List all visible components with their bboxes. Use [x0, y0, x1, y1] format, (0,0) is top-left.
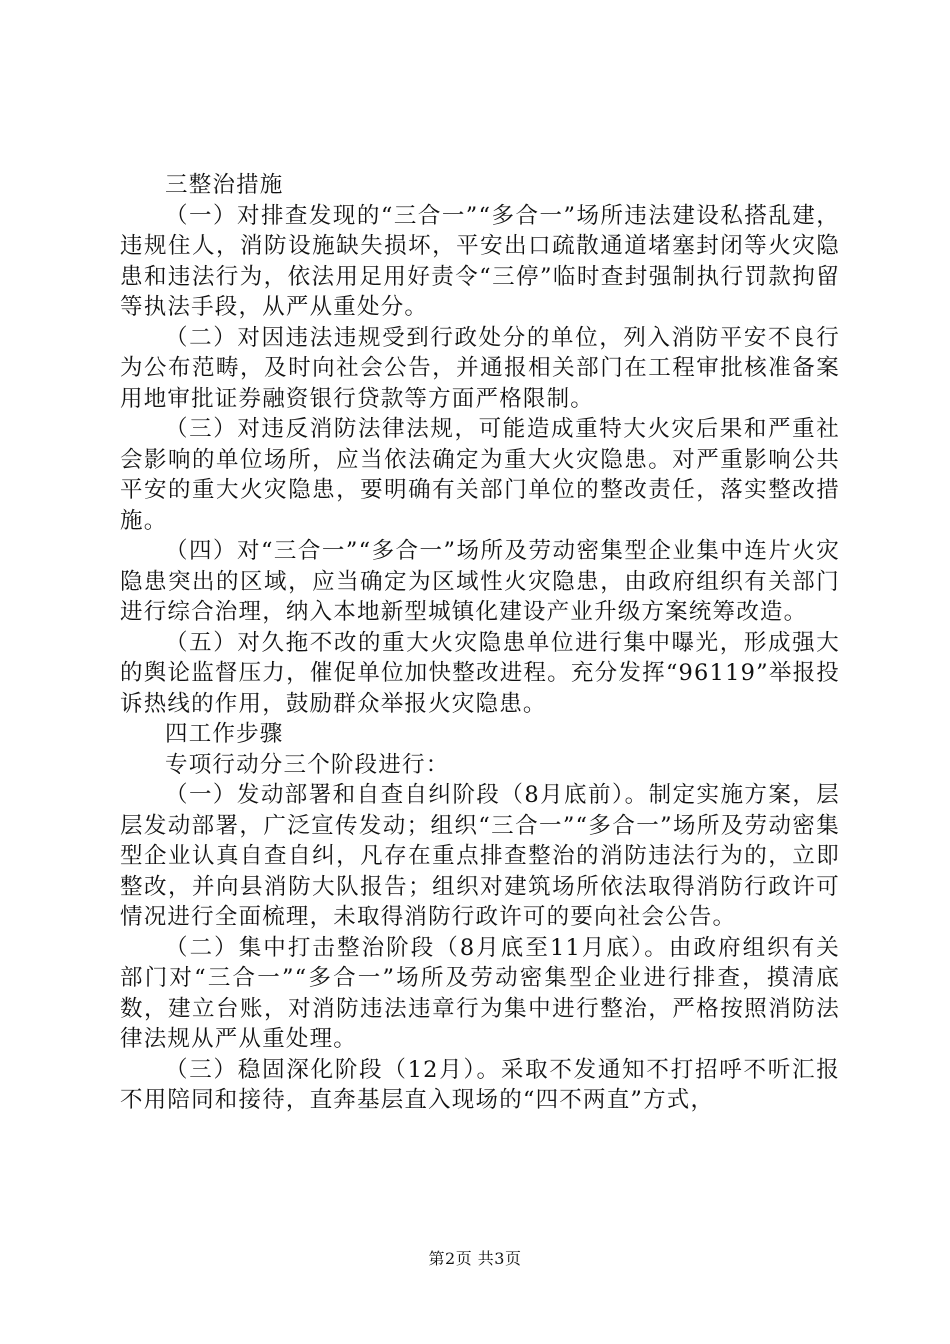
paragraph-step-3: （三）稳固深化阶段（12月）。采取不发通知不打招呼不听汇报不用陪同和接待，直奔基层直入现场的“四不两直”方式，	[120, 1056, 840, 1113]
paragraph-measure-5: （五）对久拖不改的重大火灾隐患单位进行集中曝光，形成强大的舆论监督压力，催促单位加快整改进程。充分发挥“96119”举报投诉热线的作用，鼓励群众举报火灾隐患。	[120, 629, 840, 717]
section-heading-measures: 三整治措施	[165, 172, 284, 198]
paragraph-step-2: （二）集中打击整治阶段（8月底至11月底）。由政府组织有关部门对“三合一”“多合一”场所及劳动密集型企业进行排查，摸清底数，建立台账，对消防违法违章行为集中进行整治，严格按照消防法律法规从严从重处理。	[120, 934, 840, 1052]
section-heading-steps: 四工作步骤	[165, 721, 284, 747]
page-footer: 第2页 共3页	[428, 1249, 522, 1268]
paragraph-step-1: （一）发动部署和自查自纠阶段（8月底前）。制定实施方案，层层发动部署，广泛宣传发动；组织“三合一”“多合一”场所及劳动密集型企业认真自查自纠，凡存在重点排查整治的消防违法行为的，立即整改，并向县消防大队报告；组织对建筑场所依法取得消防行政许可情况进行全面梳理，未取得消防行政许可的要向社会公告。	[120, 782, 840, 930]
paragraph-measure-4: （四）对“三合一”“多合一”场所及劳动密集型企业集中连片火灾隐患突出的区域，应当确定为区域性火灾隐患，由政府组织有关部门进行综合治理，纳入本地新型城镇化建设产业升级方案统筹改造。	[120, 538, 840, 625]
paragraph-measure-2: （二）对因违法违规受到行政处分的单位，列入消防平安不良行为公布范畴，及时向社会公告，并通报相关部门在工程审批核准备案用地审批证券融资银行贷款等方面严格限制。	[120, 324, 840, 412]
steps-intro: 专项行动分三个阶段进行：	[165, 751, 450, 778]
paragraph-measure-3: （三）对违反消防法律法规，可能造成重特大火灾后果和严重社会影响的单位场所，应当依法确定为重大火灾隐患。对严重影响公共平安的重大火灾隐患，要明确有关部门单位的整改责任，落实整改措施。	[120, 416, 840, 534]
paragraph-measure-1: （一）对排查发现的“三合一”“多合一”场所违法建设私搭乱建，违规住人，消防设施缺失损坏，平安出口疏散通道堵塞封闭等火灾隐患和违法行为，依法用足用好责令“三停”临时查封强制执行罚款拘留等执法手段，从严从重处分。	[120, 202, 840, 320]
document-body	[120, 170, 840, 1116]
